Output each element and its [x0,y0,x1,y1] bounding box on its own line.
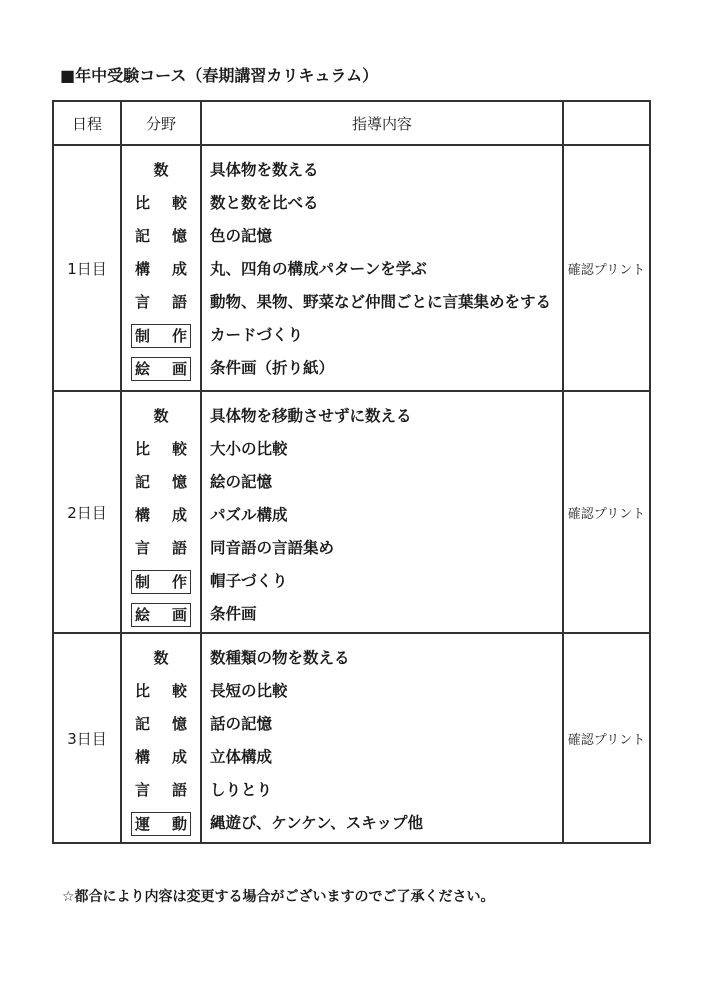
field-label: 運動 [131,812,191,836]
content-item: 帽子づくり [210,572,288,590]
content-item: 同音語の言語集め [210,539,335,557]
content-item: 動物、果物、野菜など仲間ごとに言葉集めをする [210,293,552,311]
header-schedule: 日程 [53,101,121,145]
field-item [122,352,200,385]
content-item: 具体物を移動させずに数える [210,407,412,425]
content-item: 条件画（折り紙） [210,359,335,377]
field-label: 絵画 [131,603,191,627]
field-label: 構成 [135,506,187,524]
field-label: 数 [153,649,169,667]
field-item [122,253,200,286]
content-item: 立体構成 [210,748,273,766]
field-item [122,532,200,565]
header-content: 指導内容 [201,101,563,145]
field-item [122,319,200,352]
field-item [122,220,200,253]
field-label: 数 [153,161,169,179]
field-item [122,286,200,319]
footer-note: ☆都合により内容は変更する場合がございますのでご了承ください。 [62,889,495,905]
content-item: 大小の比較 [210,440,288,458]
content-item: 話の記憶 [210,715,273,733]
field-label: 言語 [135,781,187,799]
table-row [53,391,650,633]
table-row [53,145,650,391]
note-label: 確認プリント [563,391,650,633]
field-label: 記憶 [135,473,187,491]
content-item: 丸、四角の構成パターンを学ぶ [210,260,427,278]
field-label: 記憶 [135,227,187,245]
content-item: 絵の記憶 [210,473,273,491]
field-item [122,433,200,466]
field-label: 構成 [135,260,187,278]
field-item [122,565,200,598]
note-label: 確認プリント [563,633,650,843]
field-item [122,154,200,187]
content-item: 数と数を比べる [210,194,319,212]
field-label: 数 [153,407,169,425]
field-label: 制作 [131,324,191,348]
field-item [122,807,200,840]
content-item: 数種類の物を数える [210,649,350,667]
content-item: 具体物を数える [210,161,319,179]
content-item: しりとり [210,781,273,799]
field-item [122,642,200,675]
field-label: 記憶 [135,715,187,733]
header-field: 分野 [121,101,201,145]
table-header-row [53,101,650,145]
content-item: カードづくり [210,326,304,344]
document-title: ■年中受験コース（春期講習カリキュラム） [60,66,379,85]
day-label: 1日目 [53,145,121,391]
content-list [201,145,563,391]
curriculum-table [52,100,651,844]
table-row [53,633,650,843]
field-label: 言語 [135,539,187,557]
field-item [122,708,200,741]
field-item [122,187,200,220]
field-list [121,633,201,843]
field-item [122,675,200,708]
field-item [122,499,200,532]
header-notes [563,101,650,145]
content-item: 条件画 [210,605,257,623]
field-list [121,391,201,633]
field-label: 比較 [135,682,187,700]
field-label: 制作 [131,570,191,594]
field-item [122,466,200,499]
content-list [201,633,563,843]
note-label: 確認プリント [563,145,650,391]
field-label: 比較 [135,194,187,212]
content-item: 色の記憶 [210,227,273,245]
field-item [122,400,200,433]
field-list [121,145,201,391]
field-label: 構成 [135,748,187,766]
field-item [122,598,200,631]
field-item [122,774,200,807]
content-item: 縄遊び、ケンケン、スキップ他 [210,814,423,832]
field-label: 比較 [135,440,187,458]
field-item [122,741,200,774]
field-label: 絵画 [131,357,191,381]
day-label: 3日目 [53,633,121,843]
day-label: 2日目 [53,391,121,633]
field-label: 言語 [135,293,187,311]
content-item: 長短の比較 [210,682,288,700]
content-list [201,391,563,633]
content-item: パズル構成 [210,506,288,524]
